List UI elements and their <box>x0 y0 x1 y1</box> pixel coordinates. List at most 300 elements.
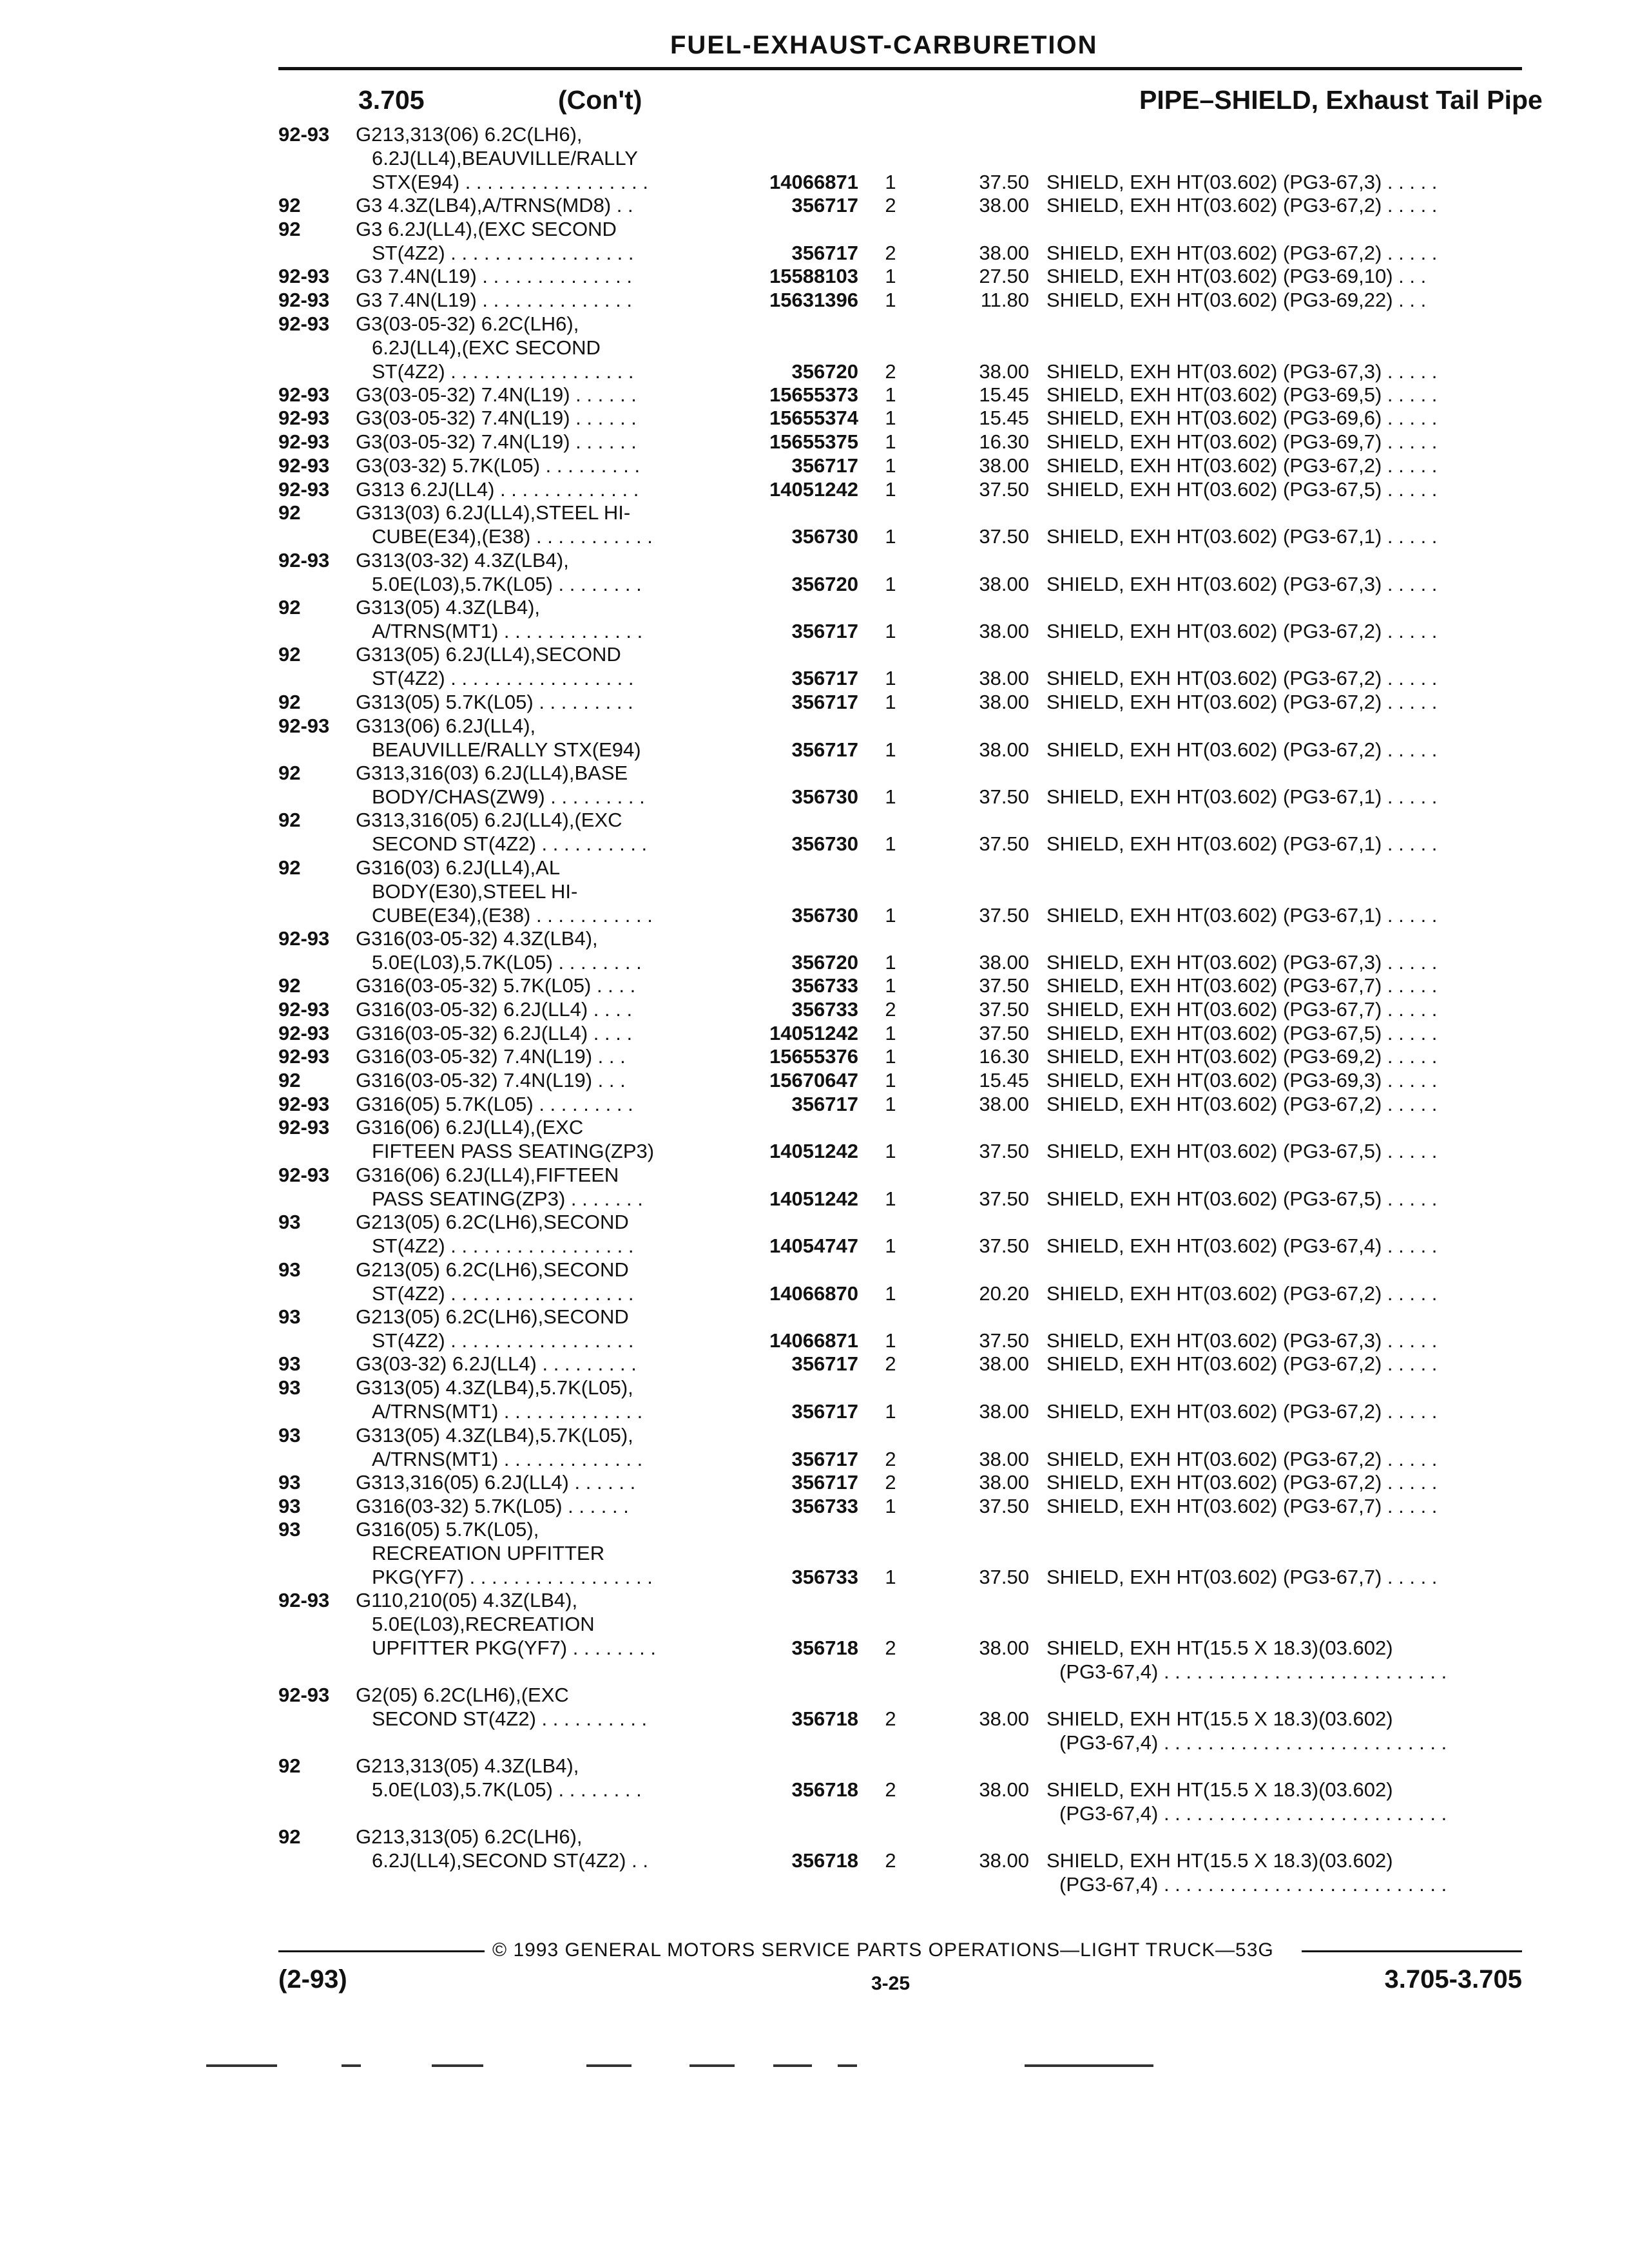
price: 37.50 <box>979 1329 1029 1352</box>
entry-line <box>278 572 1522 596</box>
quantity: 1 <box>885 785 896 808</box>
entry-line <box>278 832 1522 856</box>
part-number: 356730 <box>791 525 858 548</box>
entry-line <box>278 666 1522 690</box>
model-year: 92-93 <box>278 1684 330 1707</box>
quantity: 2 <box>885 1470 896 1494</box>
quantity: 1 <box>885 1069 896 1091</box>
price: 38.00 <box>979 572 1029 595</box>
model-year: 93 <box>278 1423 301 1446</box>
quantity: 1 <box>885 738 896 761</box>
application-text: FIFTEEN PASS SEATING(ZP3) <box>372 1140 655 1163</box>
entry-line <box>278 1825 1522 1849</box>
price: 38.00 <box>979 360 1029 383</box>
quantity: 1 <box>885 1021 896 1044</box>
entry-line <box>278 1068 1522 1092</box>
price: 38.00 <box>979 241 1029 264</box>
header-rule <box>278 67 1522 70</box>
entry-line <box>278 1872 1522 1896</box>
quantity: 1 <box>885 265 896 288</box>
quantity: 1 <box>885 974 896 997</box>
entry-line <box>278 360 1522 383</box>
model-year: 93 <box>278 1518 301 1541</box>
entry-line <box>278 595 1522 619</box>
part-description: SHIELD, EXH HT(03.602) (PG3-67,7) . . . . . <box>1046 997 1438 1021</box>
application-text: G213(05) 6.2C(LH6),SECOND <box>356 1258 629 1281</box>
application-text: ST(4Z2) . . . . . . . . . . . . . . . . . <box>372 667 634 690</box>
part-description: SHIELD, EXH HT(15.5 X 18.3)(03.602) <box>1046 1778 1393 1802</box>
application-text: SECOND ST(4Z2) . . . . . . . . . . <box>372 1707 648 1731</box>
application-text: 5.0E(L03),5.7K(L05) . . . . . . . . <box>372 950 642 974</box>
part-description: SHIELD, EXH HT(03.602) (PG3-67,2) . . . . . <box>1046 1352 1438 1376</box>
model-year: 92 <box>278 974 301 997</box>
quantity: 1 <box>885 667 896 690</box>
model-year: 92-93 <box>278 1045 330 1068</box>
entry-line <box>278 1305 1522 1329</box>
model-year: 93 <box>278 1376 301 1399</box>
part-number: 14051242 <box>769 477 858 501</box>
model-year: 92 <box>278 194 301 217</box>
model-year: 92-93 <box>278 548 330 572</box>
entry-line <box>278 879 1522 903</box>
application-text: G313(06) 6.2J(LL4), <box>356 714 536 737</box>
model-year: 92 <box>278 856 301 879</box>
price: 38.00 <box>979 738 1029 761</box>
part-description: SHIELD, EXH HT(03.602) (PG3-69,2) . . . . . <box>1046 1045 1438 1068</box>
quantity: 1 <box>885 1045 896 1068</box>
part-description: SHIELD, EXH HT(03.602) (PG3-67,3) . . . . . <box>1046 1329 1438 1352</box>
model-year: 93 <box>278 1494 301 1517</box>
application-text: PKG(YF7) . . . . . . . . . . . . . . . . . <box>372 1566 653 1589</box>
entry-line <box>278 288 1522 312</box>
quantity: 1 <box>885 1566 896 1589</box>
application-text: 6.2J(LL4),SECOND ST(4Z2) . . <box>372 1849 648 1872</box>
application-text: G3 4.3Z(LB4),A/TRNS(MD8) . . <box>356 194 633 217</box>
quantity: 2 <box>885 1778 896 1802</box>
price: 37.50 <box>979 171 1029 193</box>
entry-line <box>278 1044 1522 1068</box>
price: 38.00 <box>979 950 1029 974</box>
application-text: G3(03-05-32) 7.4N(L19) . . . . . . <box>356 383 637 406</box>
quantity: 1 <box>885 1092 896 1115</box>
part-number: 356733 <box>791 1566 858 1589</box>
part-description: SHIELD, EXH HT(03.602) (PG3-67,1) . . . . . <box>1046 525 1438 548</box>
quantity: 1 <box>885 1140 896 1163</box>
model-year: 92 <box>278 501 301 524</box>
application-text: G3 6.2J(LL4),(EXC SECOND <box>356 217 617 240</box>
part-number: 356718 <box>791 1778 858 1802</box>
footer-rule-left <box>278 1950 485 1952</box>
application-text: G316(05) 5.7K(L05) . . . . . . . . . <box>356 1092 633 1115</box>
part-number: 356717 <box>791 1447 858 1470</box>
model-year: 92-93 <box>278 265 330 288</box>
application-text: G316(06) 6.2J(LL4),(EXC <box>356 1116 584 1139</box>
part-description: SHIELD, EXH HT(03.602) (PG3-67,3) . . . . . <box>1046 171 1438 193</box>
part-description: SHIELD, EXH HT(03.602) (PG3-67,2) . . . . . <box>1046 667 1438 690</box>
quantity: 2 <box>885 1447 896 1470</box>
entry-line <box>278 1352 1522 1376</box>
application-text: G313(03) 6.2J(LL4),STEEL HI- <box>356 501 631 524</box>
part-number: 14066871 <box>769 1329 858 1352</box>
model-year: 92 <box>278 690 301 713</box>
quantity: 1 <box>885 383 896 406</box>
application-text: G3(03-32) 6.2J(LL4) . . . . . . . . . <box>356 1352 637 1376</box>
entry-line <box>278 1021 1522 1045</box>
entry-line <box>278 1139 1522 1163</box>
entry-line <box>278 1329 1522 1352</box>
part-number: 15655376 <box>769 1045 858 1068</box>
price: 37.50 <box>979 1187 1029 1210</box>
footer-page-number: 3-25 <box>871 1973 911 1994</box>
price: 37.50 <box>979 1494 1029 1517</box>
application-text: G313(05) 6.2J(LL4),SECOND <box>356 643 621 666</box>
quantity: 2 <box>885 1707 896 1731</box>
part-number: 356733 <box>791 997 858 1021</box>
quantity: 2 <box>885 1849 896 1872</box>
model-year: 92-93 <box>278 454 330 477</box>
quantity: 2 <box>885 1352 896 1376</box>
model-year: 93 <box>278 1258 301 1281</box>
entry-line <box>278 406 1522 430</box>
entry-line <box>278 454 1522 477</box>
quantity: 1 <box>885 1187 896 1210</box>
application-text: G316(03-05-32) 4.3Z(LB4), <box>356 927 598 950</box>
application-text: G3(03-05-32) 7.4N(L19) . . . . . . <box>356 407 637 430</box>
part-description: SHIELD, EXH HT(03.602) (PG3-67,2) . . . . . <box>1046 1400 1438 1423</box>
entry-line <box>278 950 1522 974</box>
application-text: ST(4Z2) . . . . . . . . . . . . . . . . . <box>372 241 634 264</box>
price: 38.00 <box>979 1400 1029 1423</box>
quantity: 1 <box>885 1400 896 1423</box>
application-text: G313(05) 4.3Z(LB4),5.7K(L05), <box>356 1376 633 1399</box>
price: 27.50 <box>979 265 1029 288</box>
entry-line <box>278 312 1522 336</box>
price: 38.00 <box>979 1447 1029 1470</box>
model-year: 92 <box>278 809 301 832</box>
price: 37.50 <box>979 785 1029 808</box>
application-text: G313(05) 4.3Z(LB4), <box>356 596 541 619</box>
part-number: 15631396 <box>769 288 858 311</box>
application-text: G316(03-05-32) 7.4N(L19) . . . <box>356 1045 626 1068</box>
part-number: 15655373 <box>769 383 858 406</box>
application-text: G316(05) 5.7K(L05), <box>356 1518 539 1541</box>
part-number: 356717 <box>791 690 858 713</box>
entry-line <box>278 903 1522 927</box>
application-text: ST(4Z2) . . . . . . . . . . . . . . . . . <box>372 1329 634 1352</box>
quantity: 1 <box>885 690 896 713</box>
model-year: 92-93 <box>278 1163 330 1186</box>
price: 38.00 <box>979 1352 1029 1376</box>
part-description: SHIELD, EXH HT(03.602) (PG3-67,2) . . . . . <box>1046 241 1438 264</box>
part-description: SHIELD, EXH HT(03.602) (PG3-67,5) . . . . . <box>1046 477 1438 501</box>
quantity: 1 <box>885 620 896 642</box>
application-text: G2(05) 6.2C(LH6),(EXC <box>356 1684 569 1707</box>
part-number: 356717 <box>791 241 858 264</box>
model-year: 92-93 <box>278 312 330 335</box>
application-text: G110,210(05) 4.3Z(LB4), <box>356 1589 578 1612</box>
entry-line <box>278 642 1522 666</box>
part-description: SHIELD, EXH HT(03.602) (PG3-67,2) . . . . . <box>1046 1092 1438 1115</box>
model-year: 92-93 <box>278 1092 330 1115</box>
application-text: 5.0E(L03),5.7K(L05) . . . . . . . . <box>372 572 642 595</box>
entry-line <box>278 974 1522 997</box>
part-number: 14051242 <box>769 1187 858 1210</box>
model-year: 93 <box>278 1211 301 1234</box>
price: 38.00 <box>979 194 1029 217</box>
application-text: G316(03-32) 5.7K(L05) . . . . . . <box>356 1494 629 1517</box>
part-number: 15655374 <box>769 407 858 430</box>
section-title <box>358 85 1543 115</box>
application-text: SECOND ST(4Z2) . . . . . . . . . . <box>372 832 648 856</box>
model-year: 92 <box>278 217 301 240</box>
part-description: SHIELD, EXH HT(03.602) (PG3-67,3) . . . . . <box>1046 950 1438 974</box>
entry-line <box>278 1754 1522 1778</box>
quantity: 1 <box>885 572 896 595</box>
price: 16.30 <box>979 1045 1029 1068</box>
price: 37.50 <box>979 832 1029 856</box>
application-text: A/TRNS(MT1) . . . . . . . . . . . . . <box>372 1400 643 1423</box>
part-description: (PG3-67,4) . . . . . . . . . . . . . . . . . . . . . . . . . . <box>1059 1731 1447 1754</box>
price: 38.00 <box>979 667 1029 690</box>
part-number: 356733 <box>791 1494 858 1517</box>
entry-line <box>278 1778 1522 1802</box>
price: 37.50 <box>979 1566 1029 1589</box>
price: 38.00 <box>979 1637 1029 1660</box>
entry-line <box>278 1636 1522 1660</box>
price: 16.30 <box>979 430 1029 454</box>
application-text: ST(4Z2) . . . . . . . . . . . . . . . . . <box>372 1282 634 1305</box>
entry-line <box>278 241 1522 265</box>
entry-line <box>278 336 1522 360</box>
entry-line <box>278 927 1522 950</box>
model-year: 92-93 <box>278 407 330 430</box>
part-number: 356730 <box>791 903 858 927</box>
quantity: 1 <box>885 1282 896 1305</box>
entry-line <box>278 1731 1522 1754</box>
quantity: 1 <box>885 950 896 974</box>
price: 20.20 <box>979 1282 1029 1305</box>
price: 38.00 <box>979 1778 1029 1802</box>
price: 15.45 <box>979 407 1029 430</box>
price: 38.00 <box>979 454 1029 477</box>
part-description: SHIELD, EXH HT(03.602) (PG3-67,7) . . . . . <box>1046 1494 1438 1517</box>
entry-line <box>278 1258 1522 1282</box>
part-description: SHIELD, EXH HT(03.602) (PG3-67,5) . . . . . <box>1046 1187 1438 1210</box>
entry-line <box>278 264 1522 288</box>
price: 38.00 <box>979 620 1029 642</box>
part-description: SHIELD, EXH HT(03.602) (PG3-69,7) . . . . . <box>1046 430 1438 454</box>
entry-line <box>278 619 1522 643</box>
price: 37.50 <box>979 477 1029 501</box>
part-number: 356717 <box>791 454 858 477</box>
entry-line <box>278 1282 1522 1305</box>
part-number: 15670647 <box>769 1069 858 1091</box>
part-number: 356718 <box>791 1707 858 1731</box>
entry-line <box>278 1683 1522 1707</box>
quantity: 2 <box>885 360 896 383</box>
section-number: 3.705 <box>358 85 425 115</box>
part-description: SHIELD, EXH HT(03.602) (PG3-69,5) . . . . . <box>1046 383 1438 406</box>
entry-line <box>278 808 1522 832</box>
part-number: 356717 <box>791 194 858 217</box>
application-text: G313,316(05) 6.2J(LL4) . . . . . . <box>356 1470 636 1494</box>
price: 38.00 <box>979 1470 1029 1494</box>
entry-line <box>278 501 1522 524</box>
part-number: 356717 <box>791 738 858 761</box>
application-text: G316(03-05-32) 6.2J(LL4) . . . . <box>356 1021 633 1044</box>
part-number: 356720 <box>791 950 858 974</box>
part-description: SHIELD, EXH HT(03.602) (PG3-67,7) . . . . . <box>1046 1566 1438 1589</box>
application-text: G316(03) 6.2J(LL4),AL <box>356 856 561 879</box>
part-number: 14054747 <box>769 1235 858 1258</box>
part-description: SHIELD, EXH HT(03.602) (PG3-67,1) . . . . . <box>1046 785 1438 808</box>
application-text: G213(05) 6.2C(LH6),SECOND <box>356 1305 629 1328</box>
section-description: PIPE–SHIELD, Exhaust Tail Pipe <box>1139 85 1543 115</box>
entry-line <box>278 1092 1522 1116</box>
entry-line <box>278 430 1522 454</box>
entry-line <box>278 738 1522 762</box>
application-text: ST(4Z2) . . . . . . . . . . . . . . . . . <box>372 360 634 383</box>
price: 15.45 <box>979 383 1029 406</box>
part-number: 14051242 <box>769 1021 858 1044</box>
quantity: 1 <box>885 1329 896 1352</box>
application-text: G313(05) 5.7K(L05) . . . . . . . . . <box>356 690 633 713</box>
entry-line <box>278 1541 1522 1565</box>
model-year: 92-93 <box>278 383 330 406</box>
entry-line <box>278 1376 1522 1399</box>
price: 37.50 <box>979 1140 1029 1163</box>
entry-line <box>278 1588 1522 1612</box>
footer-rule-right <box>1302 1950 1522 1952</box>
model-year: 92 <box>278 1069 301 1091</box>
entry-line <box>278 1447 1522 1471</box>
entry-line <box>278 1612 1522 1636</box>
model-year: 92-93 <box>278 1021 330 1044</box>
application-text: STX(E94) . . . . . . . . . . . . . . . . . <box>372 171 648 193</box>
application-text: G316(06) 6.2J(LL4),FIFTEEN <box>356 1163 619 1186</box>
part-description: (PG3-67,4) . . . . . . . . . . . . . . . . . . . . . . . . . . <box>1059 1802 1447 1825</box>
model-year: 92-93 <box>278 288 330 311</box>
application-text: 5.0E(L03),5.7K(L05) . . . . . . . . <box>372 1778 642 1802</box>
part-number: 356730 <box>791 785 858 808</box>
entry-line <box>278 1470 1522 1494</box>
price: 38.00 <box>979 1849 1029 1872</box>
part-number: 356717 <box>791 1470 858 1494</box>
entry-line <box>278 1187 1522 1211</box>
model-year: 92-93 <box>278 1116 330 1139</box>
entry-line <box>278 997 1522 1021</box>
entry-line <box>278 1423 1522 1447</box>
entry-line <box>278 217 1522 241</box>
price: 37.50 <box>979 997 1029 1021</box>
entry-line <box>278 1517 1522 1541</box>
application-text: G3 7.4N(L19) . . . . . . . . . . . . . . <box>356 265 632 288</box>
part-description: SHIELD, EXH HT(03.602) (PG3-69,22) . . . <box>1046 288 1427 311</box>
model-year: 92-93 <box>278 123 330 146</box>
model-year: 92 <box>278 596 301 619</box>
quantity: 1 <box>885 477 896 501</box>
entry-line <box>278 193 1522 217</box>
part-description: SHIELD, EXH HT(03.602) (PG3-67,2) . . . . . <box>1046 194 1438 217</box>
part-description: SHIELD, EXH HT(03.602) (PG3-67,1) . . . . . <box>1046 903 1438 927</box>
entry-line <box>278 1802 1522 1825</box>
entry-line <box>278 1565 1522 1589</box>
part-description: SHIELD, EXH HT(03.602) (PG3-69,3) . . . . . <box>1046 1069 1438 1091</box>
part-description: SHIELD, EXH HT(03.602) (PG3-69,6) . . . . . <box>1046 407 1438 430</box>
application-text: G313(05) 4.3Z(LB4),5.7K(L05), <box>356 1423 633 1446</box>
quantity: 2 <box>885 194 896 217</box>
application-text: 6.2J(LL4),BEAUVILLE/RALLY <box>372 147 638 169</box>
model-year: 93 <box>278 1305 301 1328</box>
entry-line <box>278 1494 1522 1518</box>
quantity: 1 <box>885 903 896 927</box>
part-number: 356718 <box>791 1637 858 1660</box>
entry-line <box>278 1163 1522 1187</box>
price: 37.50 <box>979 525 1029 548</box>
entry-line <box>278 690 1522 714</box>
model-year: 92 <box>278 643 301 666</box>
part-description: SHIELD, EXH HT(03.602) (PG3-67,3) . . . . . <box>1046 360 1438 383</box>
application-text: G213(05) 6.2C(LH6),SECOND <box>356 1211 629 1234</box>
scan-artifact-marks <box>39 2061 1585 2073</box>
price: 38.00 <box>979 690 1029 713</box>
entry-line <box>278 761 1522 785</box>
price: 38.00 <box>979 1707 1029 1731</box>
part-description: SHIELD, EXH HT(03.602) (PG3-67,2) . . . . . <box>1046 620 1438 642</box>
application-text: G3(03-05-32) 7.4N(L19) . . . . . . <box>356 430 637 454</box>
part-description: SHIELD, EXH HT(03.602) (PG3-67,2) . . . . . <box>1046 454 1438 477</box>
entry-line <box>278 714 1522 738</box>
application-text: 6.2J(LL4),(EXC SECOND <box>372 336 601 359</box>
part-description: SHIELD, EXH HT(03.602) (PG3-67,2) . . . . . <box>1046 1282 1438 1305</box>
quantity: 1 <box>885 454 896 477</box>
part-description: SHIELD, EXH HT(03.602) (PG3-67,5) . . . . . <box>1046 1140 1438 1163</box>
application-text: G3 7.4N(L19) . . . . . . . . . . . . . . <box>356 288 632 311</box>
quantity: 1 <box>885 1235 896 1258</box>
model-year: 92 <box>278 1754 301 1778</box>
part-description: SHIELD, EXH HT(15.5 X 18.3)(03.602) <box>1046 1849 1393 1872</box>
entry-line <box>278 477 1522 501</box>
part-description: SHIELD, EXH HT(03.602) (PG3-67,4) . . . . . <box>1046 1235 1438 1258</box>
entry-line <box>278 1707 1522 1731</box>
footer-copyright: © 1993 GENERAL MOTORS SERVICE PARTS OPERATIONS—LIGHT TRUCK—53G <box>492 1939 1274 1961</box>
entry-line <box>278 146 1522 170</box>
entry-line <box>278 548 1522 572</box>
part-number: 356717 <box>791 620 858 642</box>
model-year: 92-93 <box>278 1589 330 1612</box>
quantity: 1 <box>885 171 896 193</box>
part-number: 15588103 <box>769 265 858 288</box>
price: 11.80 <box>980 288 1029 311</box>
part-number: 15655375 <box>769 430 858 454</box>
application-text: CUBE(E34),(E38) . . . . . . . . . . . <box>372 903 653 927</box>
part-number: 14066870 <box>769 1282 858 1305</box>
part-description: SHIELD, EXH HT(03.602) (PG3-67,2) . . . . . <box>1046 1470 1438 1494</box>
application-text: A/TRNS(MT1) . . . . . . . . . . . . . <box>372 620 643 642</box>
application-text: ST(4Z2) . . . . . . . . . . . . . . . . . <box>372 1235 634 1258</box>
model-year: 92-93 <box>278 430 330 454</box>
application-text: G316(03-05-32) 5.7K(L05) . . . . <box>356 974 636 997</box>
entry-line <box>278 1399 1522 1423</box>
application-text: G316(03-05-32) 7.4N(L19) . . . <box>356 1069 626 1091</box>
page-header: FUEL-EXHAUST-CARBURETION <box>670 31 1098 59</box>
model-year: 92 <box>278 761 301 784</box>
model-year: 93 <box>278 1470 301 1494</box>
model-year: 92-93 <box>278 927 330 950</box>
entry-line <box>278 1849 1522 1872</box>
entry-line <box>278 122 1522 146</box>
application-text: BODY(E30),STEEL HI- <box>372 879 578 903</box>
